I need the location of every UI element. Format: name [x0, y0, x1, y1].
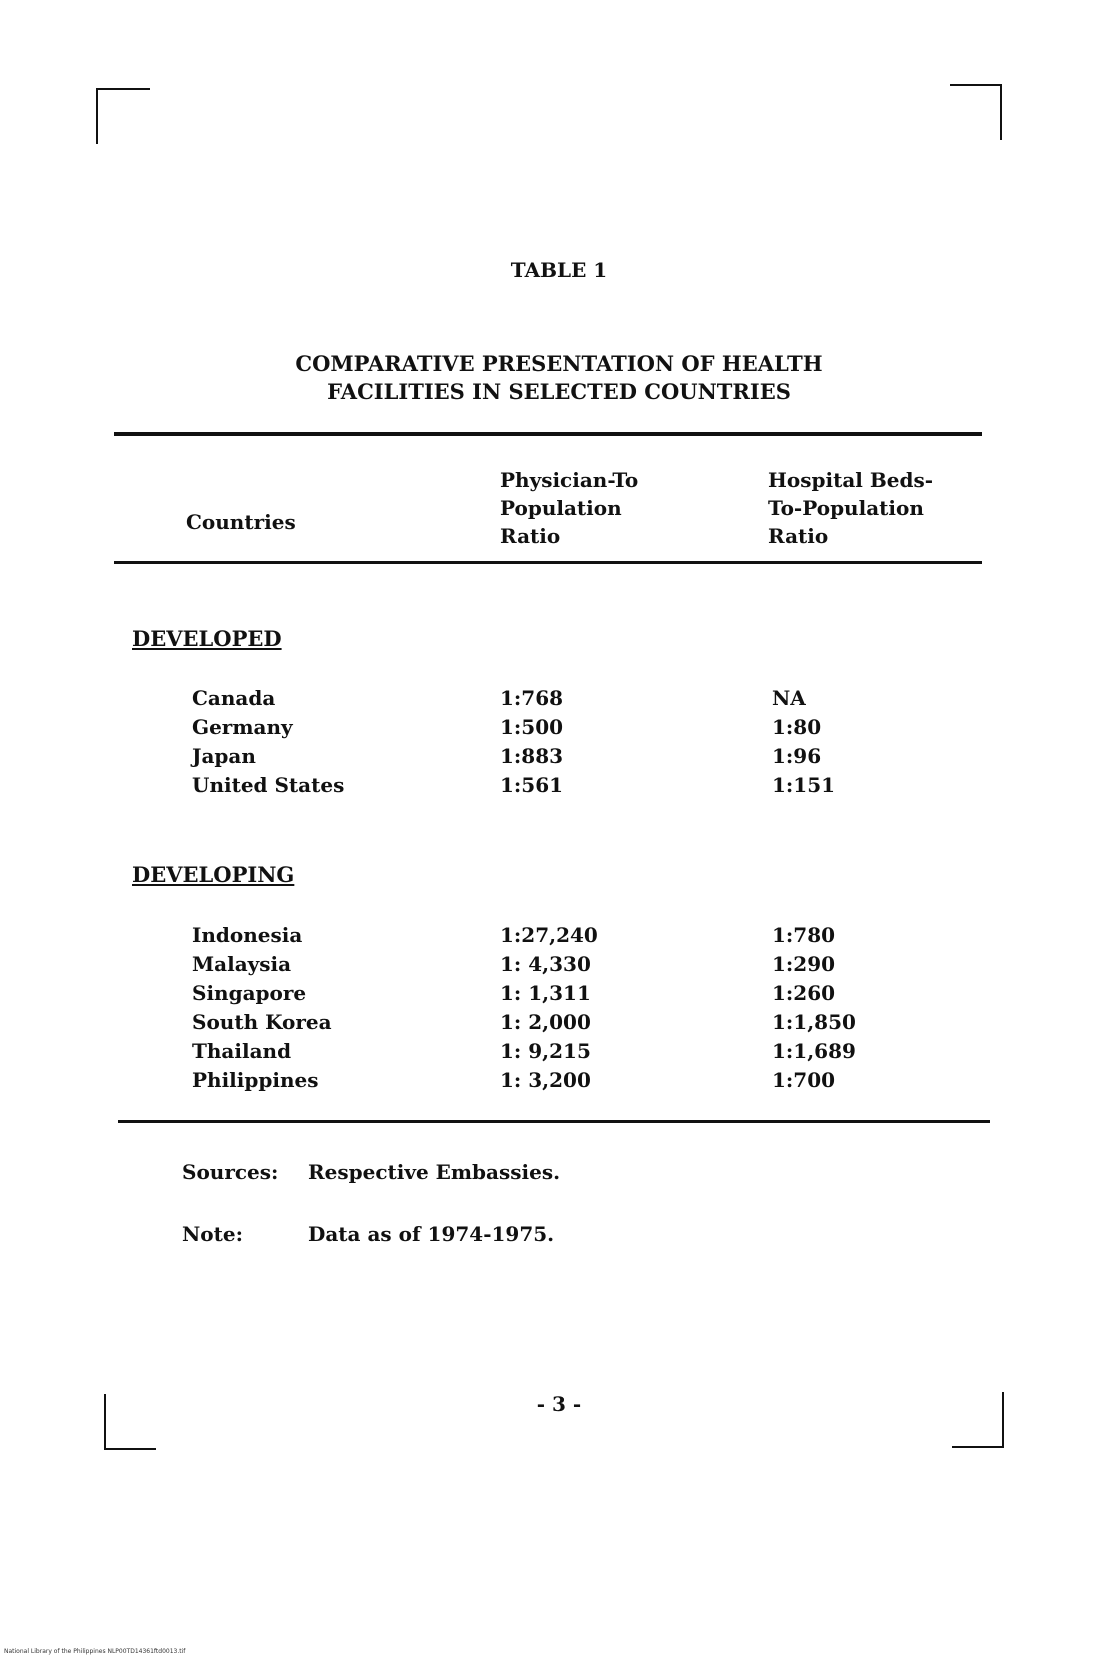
- cell-physician-ratio: 1:561: [500, 773, 564, 797]
- header-beds-ratio: [768, 466, 933, 550]
- cell-beds-ratio: 1:290: [772, 952, 836, 976]
- cell-country: Philippines: [192, 1068, 319, 1092]
- table-row: [0, 686, 1118, 715]
- table-title-line-1: COMPARATIVE PRESENTATION OF HEALTH: [295, 351, 823, 376]
- table-title: [0, 350, 1118, 406]
- cell-country: United States: [192, 773, 345, 797]
- table-top-rule: [114, 432, 982, 436]
- cell-beds-ratio: 1:700: [772, 1068, 836, 1092]
- header-physician-line-3: Ratio: [500, 524, 561, 548]
- header-countries: Countries: [186, 510, 296, 534]
- sources-label: Sources:: [182, 1160, 279, 1184]
- cell-beds-ratio: 1:1,689: [772, 1039, 856, 1063]
- table-row: [0, 1010, 1118, 1039]
- cell-country: Indonesia: [192, 923, 303, 947]
- cell-country: Germany: [192, 715, 293, 739]
- cell-physician-ratio: 1: 9,215: [500, 1039, 591, 1063]
- cell-country: Singapore: [192, 981, 307, 1005]
- section-label-developing: DEVELOPING: [132, 862, 295, 887]
- cell-country: Japan: [192, 744, 256, 768]
- cell-beds-ratio: 1:780: [772, 923, 836, 947]
- cell-physician-ratio: 1:500: [500, 715, 564, 739]
- header-beds-line-2: To-Population: [768, 496, 924, 520]
- cell-physician-ratio: 1:768: [500, 686, 564, 710]
- cell-physician-ratio: 1: 2,000: [500, 1010, 591, 1034]
- header-physician-line-1: Physician-To: [500, 468, 639, 492]
- cell-country: Thailand: [192, 1039, 292, 1063]
- table-row: [0, 715, 1118, 744]
- cell-physician-ratio: 1: 1,311: [500, 981, 591, 1005]
- cell-beds-ratio: NA: [772, 686, 806, 710]
- section-label-developed: DEVELOPED: [132, 626, 282, 651]
- cell-country: Malaysia: [192, 952, 292, 976]
- library-caption: National Library of the Philippines NLP00TD14361ftd0013.tif: [4, 1648, 186, 1655]
- header-physician-ratio: [500, 466, 638, 550]
- table-row: [0, 952, 1118, 981]
- table-bottom-rule: [118, 1120, 990, 1123]
- header-beds-line-3: Ratio: [768, 524, 829, 548]
- table-row: [0, 1068, 1118, 1097]
- cell-beds-ratio: 1:1,850: [772, 1010, 856, 1034]
- header-physician-line-2: Population: [500, 496, 622, 520]
- cell-physician-ratio: 1: 3,200: [500, 1068, 591, 1092]
- cell-beds-ratio: 1:96: [772, 744, 822, 768]
- cell-physician-ratio: 1: 4,330: [500, 952, 591, 976]
- header-beds-line-1: Hospital Beds-: [768, 468, 934, 492]
- cell-physician-ratio: 1:883: [500, 744, 564, 768]
- table-row: [0, 744, 1118, 773]
- table-row: [0, 1039, 1118, 1068]
- page-number: - 3 -: [536, 1392, 582, 1416]
- table-row: [0, 773, 1118, 802]
- cell-beds-ratio: 1:80: [772, 715, 822, 739]
- note-label: Note:: [182, 1222, 243, 1246]
- cell-physician-ratio: 1:27,240: [500, 923, 598, 947]
- cell-beds-ratio: 1:260: [772, 981, 836, 1005]
- cell-country: South Korea: [192, 1010, 332, 1034]
- table-label: TABLE 1: [510, 258, 608, 282]
- cell-beds-ratio: 1:151: [772, 773, 836, 797]
- crop-mark-top-left: [96, 88, 150, 144]
- header-bottom-rule: [114, 561, 982, 564]
- sources-value: Respective Embassies.: [308, 1160, 561, 1184]
- table-title-line-2: FACILITIES IN SELECTED COUNTRIES: [327, 379, 791, 404]
- crop-mark-top-right: [950, 84, 1002, 140]
- note-value: Data as of 1974-1975.: [308, 1222, 555, 1246]
- cell-country: Canada: [192, 686, 276, 710]
- table-row: [0, 923, 1118, 952]
- table-row: [0, 981, 1118, 1010]
